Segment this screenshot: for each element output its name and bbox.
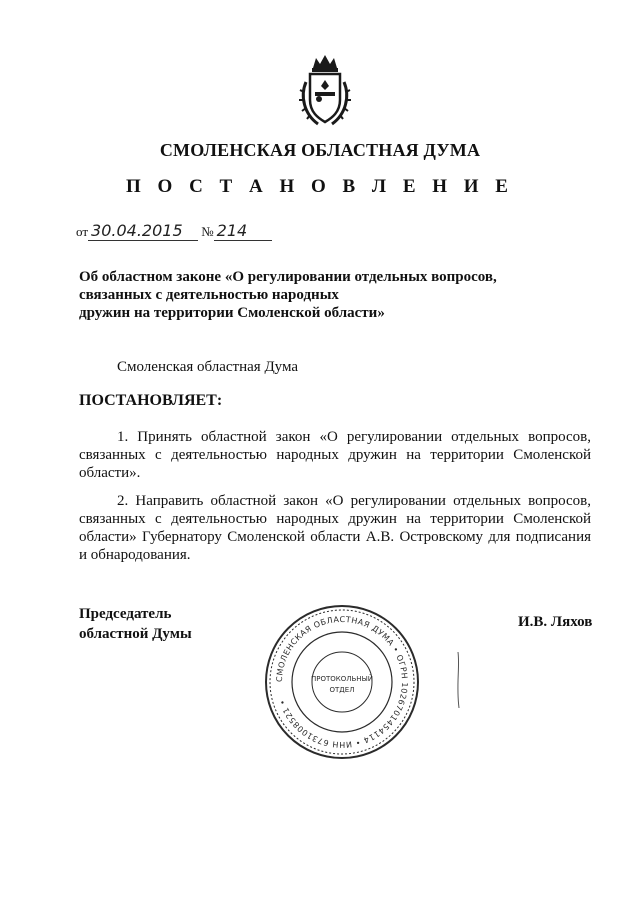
seal-ring-text: СМОЛЕНСКАЯ ОБЛАСТНАЯ ДУМА • ОГРН 1026701454114 • ИНН 6731008521 • (274, 614, 410, 750)
resolution-item-2: 2. Направить областной закон «О регулировании отдельных вопросов, связанных с деятельностью народных дружин на территории Смоленской области» Губернатору Смоленской области А.В. Островскому для подписания и обнародования. (79, 493, 591, 563)
signatory-name: И.В. Ляхов (518, 614, 593, 630)
subject-line: Об областном законе «О регулировании отдельных вопросов, (79, 269, 497, 285)
document-date: 30.04.2015 (88, 222, 198, 241)
number-label: № (201, 224, 214, 239)
subject-line: связанных с деятельностью народных (79, 287, 339, 303)
subject-line: дружин на территории Смоленской области» (79, 305, 385, 321)
seal-center-line: ОТДЕЛ (329, 686, 355, 694)
from-label: от (76, 224, 89, 239)
resolution-item-1: 1. Принять областной закон «О регулировании отдельных вопросов, связанных с деятельностью народных дружин на территории Смоленской области». (79, 429, 591, 481)
official-seal (262, 602, 422, 762)
resolves-heading: ПОСТАНОВЛЯЕТ: (79, 392, 223, 409)
signatory-title-line: Председатель (79, 606, 172, 622)
handwritten-signature (452, 650, 464, 710)
document-subject (79, 268, 539, 322)
signatory-title-line: областной Думы (79, 626, 192, 642)
signatory-title (79, 604, 192, 644)
date-number-line (76, 222, 272, 241)
organization-title: СМОЛЕНСКАЯ ОБЛАСТНАЯ ДУМА (159, 140, 481, 160)
seal-center-line: ПРОТОКОЛЬНЫЙ (310, 675, 374, 683)
coat-of-arms-emblem (296, 52, 354, 128)
document-number: 214 (214, 222, 272, 241)
document-type: П О С Т А Н О В Л Е Н И Е (126, 176, 514, 197)
preamble: Смоленская областная Дума (117, 359, 299, 375)
